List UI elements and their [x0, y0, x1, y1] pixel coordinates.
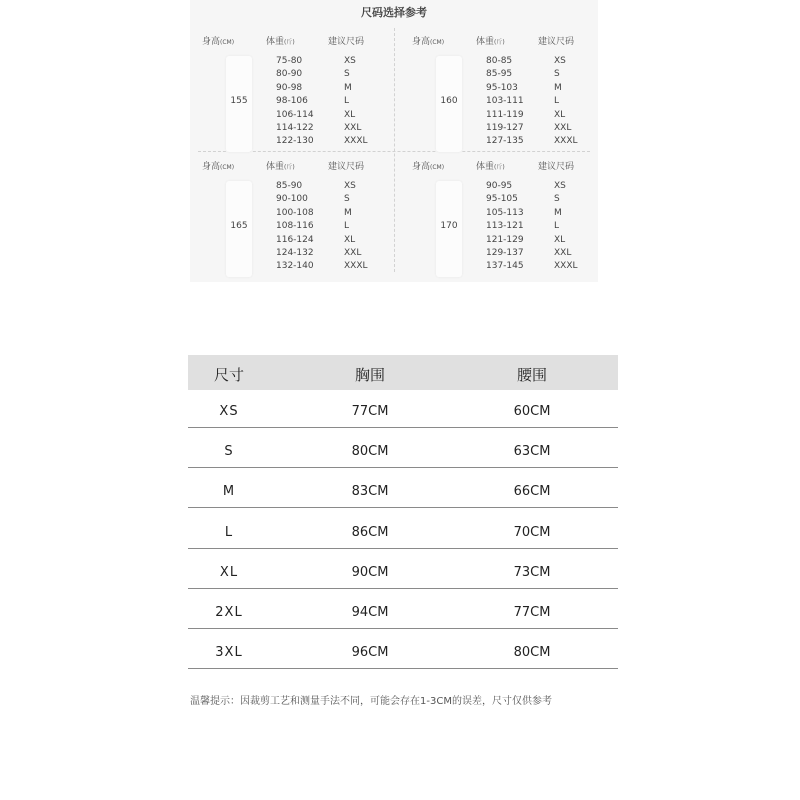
suggested-size: M [554, 82, 562, 93]
header-suggested-size [538, 34, 574, 47]
header-height-unit: (CM) [220, 39, 235, 46]
header-waist: 腰围 [516, 366, 548, 384]
row-divider [188, 628, 618, 629]
cell-chest: 77CM [351, 404, 389, 419]
suggested-size: S [344, 69, 350, 80]
header-weight [476, 159, 505, 172]
header-weight-label: 体重 [266, 162, 285, 172]
suggested-size: M [554, 207, 562, 218]
cell-size: S [224, 444, 234, 460]
weight-range: 95-103 [486, 82, 518, 93]
suggested-size: L [554, 96, 560, 107]
suggested-size: L [344, 221, 350, 232]
size-reference-title: 尺码选择参考 [361, 6, 427, 19]
cell-size: L [224, 524, 234, 540]
suggested-size: XXXL [554, 136, 578, 147]
weight-range: 95-105 [486, 194, 518, 205]
cell-waist: 60CM [513, 404, 551, 419]
header-suggested-size [328, 34, 364, 47]
cell-size: XS [219, 404, 239, 419]
header-height-unit: (CM) [430, 164, 445, 171]
header-suggested-size [328, 159, 364, 172]
suggested-size: XS [344, 56, 356, 66]
suggested-size: XXL [344, 248, 362, 258]
row-divider [188, 427, 618, 428]
cell-size: M [222, 484, 236, 500]
suggested-size: M [344, 82, 352, 93]
cell-chest: 86CM [351, 524, 389, 540]
weight-range: 80-90 [276, 69, 303, 80]
weight-range: 124-132 [276, 248, 314, 258]
weight-range: 119-127 [486, 123, 524, 133]
row-divider [188, 588, 618, 589]
weight-range: 90-98 [276, 82, 303, 93]
header-height-label: 身高 [202, 162, 221, 172]
header-height-unit: (CM) [220, 164, 235, 171]
weight-range: 90-100 [276, 194, 308, 205]
header-weight-label: 体重 [266, 37, 285, 47]
cell-size: 2XL [215, 605, 243, 620]
header-weight-unit: (斤) [284, 39, 295, 46]
header-suggested-size [538, 159, 574, 172]
header-height [412, 34, 444, 47]
suggested-size: XXL [554, 248, 572, 258]
header-height-label: 身高 [412, 37, 431, 47]
header-weight [476, 34, 505, 47]
suggested-size: XXL [344, 123, 362, 133]
weight-range: 98-106 [276, 96, 308, 107]
header-chest: 胸围 [354, 366, 386, 384]
row-divider [188, 668, 618, 669]
weight-range: 113-121 [486, 221, 524, 232]
header-weight-label: 体重 [476, 162, 495, 172]
reference-group-165 [198, 159, 402, 283]
suggested-size: XS [554, 181, 566, 191]
disclaimer-note: 温馨提示：因裁剪工艺和测量手法不同，可能会存在1-3CM的误差，尺寸仅供参考 [190, 696, 552, 707]
cell-waist: 80CM [513, 645, 551, 661]
header-weight-unit: (斤) [494, 39, 505, 46]
reference-group-155 [198, 34, 402, 158]
header-suggested-size-label: 建议尺码 [538, 37, 575, 47]
weight-range: 122-130 [276, 136, 314, 147]
weight-range: 85-95 [486, 69, 513, 80]
weight-range: 108-116 [276, 221, 314, 232]
suggested-size: XXL [554, 123, 572, 133]
header-weight [266, 34, 295, 47]
cell-waist: 77CM [513, 605, 551, 620]
header-weight-unit: (斤) [494, 164, 505, 171]
cell-chest: 90CM [351, 564, 389, 580]
header-height-label: 身高 [202, 37, 221, 47]
header-suggested-size-label: 建议尺码 [328, 162, 365, 172]
suggested-size: XXXL [344, 136, 368, 147]
suggested-size: XXXL [344, 261, 368, 272]
cell-size: XL [219, 564, 239, 580]
weight-range: 116-124 [276, 234, 314, 245]
suggested-size: S [554, 69, 560, 80]
height-value: 160 [440, 96, 458, 106]
weight-range: 127-135 [486, 136, 524, 147]
row-divider [188, 548, 618, 549]
weight-range: 90-95 [486, 181, 513, 191]
size-reference-card [190, 0, 598, 282]
weight-range: 137-145 [486, 261, 524, 272]
header-suggested-size-label: 建议尺码 [538, 162, 575, 172]
suggested-size: XS [554, 56, 566, 66]
weight-range: 114-122 [276, 123, 314, 133]
header-height [202, 34, 234, 47]
reference-group-170 [408, 159, 612, 283]
suggested-size: S [554, 194, 560, 205]
header-size: 尺寸 [213, 366, 245, 384]
cell-chest: 94CM [351, 605, 389, 620]
header-weight [266, 159, 295, 172]
header-weight-unit: (斤) [284, 164, 295, 171]
header-height-label: 身高 [412, 162, 431, 172]
weight-range: 129-137 [486, 248, 524, 258]
weight-range: 111-119 [486, 109, 524, 120]
weight-range: 103-111 [486, 96, 524, 107]
cell-waist: 70CM [513, 524, 551, 540]
reference-group-160 [408, 34, 612, 158]
suggested-size: M [344, 207, 352, 218]
weight-range: 106-114 [276, 109, 314, 120]
suggested-size: L [344, 96, 350, 107]
header-height [412, 159, 444, 172]
cell-waist: 63CM [513, 444, 551, 460]
suggested-size: XS [344, 181, 356, 191]
header-height [202, 159, 234, 172]
weight-range: 105-113 [486, 207, 524, 218]
cell-chest: 83CM [351, 484, 389, 500]
suggested-size: S [344, 194, 350, 205]
height-value: 170 [440, 221, 458, 231]
weight-range: 100-108 [276, 207, 314, 218]
weight-range: 132-140 [276, 261, 314, 272]
header-height-unit: (CM) [430, 39, 445, 46]
cell-chest: 96CM [351, 645, 389, 661]
weight-range: 85-90 [276, 181, 303, 191]
weight-range: 75-80 [276, 56, 303, 66]
suggested-size: L [554, 221, 560, 232]
weight-range: 80-85 [486, 56, 513, 66]
suggested-size: XL [554, 109, 566, 120]
cell-waist: 66CM [513, 484, 551, 500]
row-divider [188, 467, 618, 468]
suggested-size: XL [344, 234, 356, 245]
height-value: 155 [230, 96, 248, 106]
row-divider [188, 507, 618, 508]
header-suggested-size-label: 建议尺码 [328, 37, 365, 47]
cell-size: 3XL [215, 645, 243, 661]
cell-chest: 80CM [351, 444, 389, 460]
suggested-size: XL [344, 109, 356, 120]
weight-range: 121-129 [486, 234, 524, 245]
suggested-size: XXXL [554, 261, 578, 272]
header-weight-label: 体重 [476, 37, 495, 47]
suggested-size: XL [554, 234, 566, 245]
cell-waist: 73CM [513, 564, 551, 580]
measurement-table-header [188, 355, 618, 390]
height-value: 165 [230, 221, 248, 231]
